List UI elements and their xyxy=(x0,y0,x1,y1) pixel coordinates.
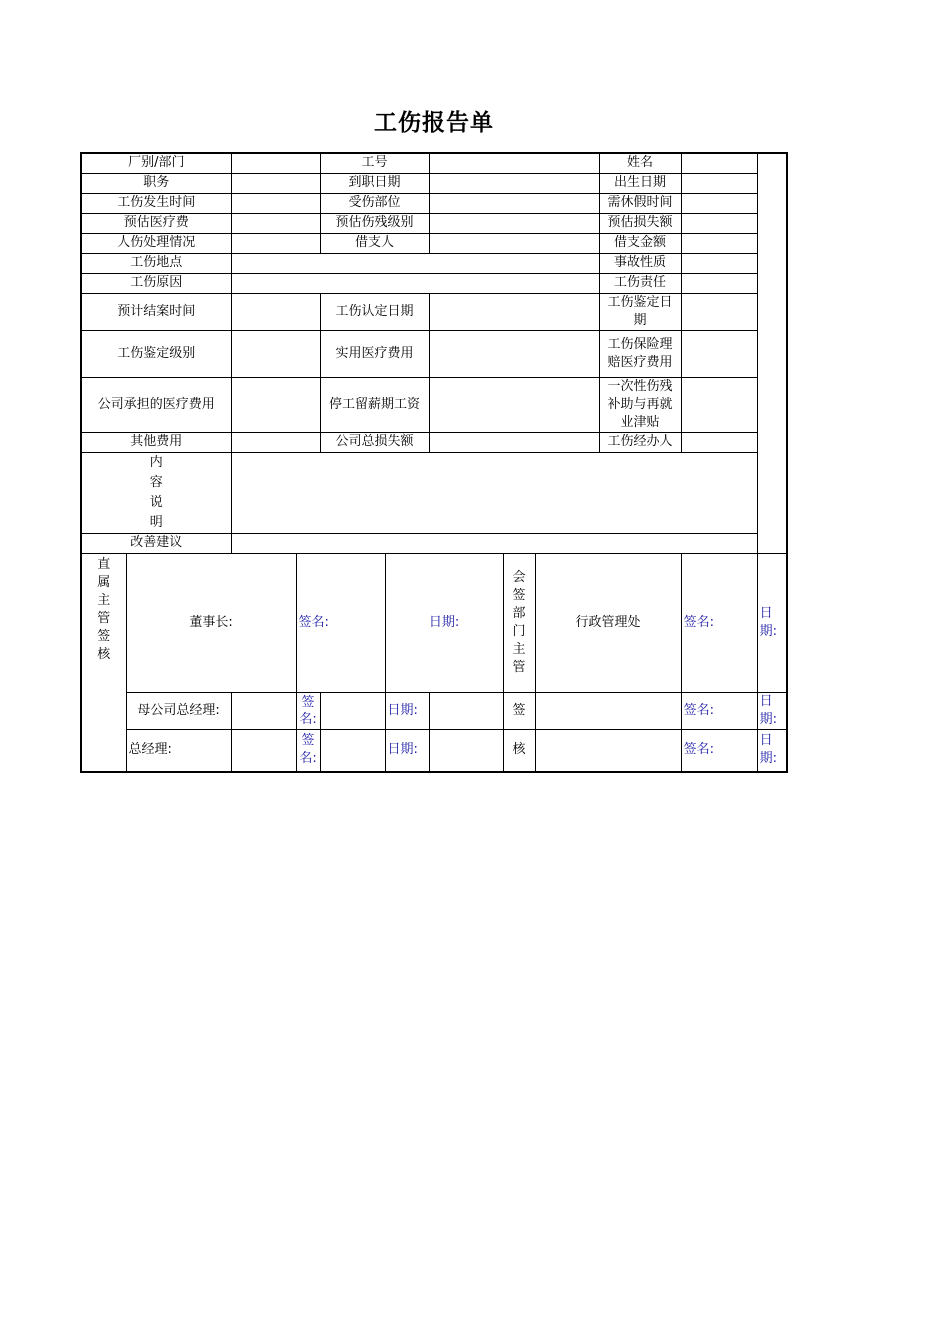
table-row xyxy=(81,553,787,692)
label-disability-subsidy: 一次性伤残补助与再就业津贴 xyxy=(599,377,681,432)
label-other-costs: 其他费用 xyxy=(81,432,231,452)
field-suspension-salary[interactable] xyxy=(429,377,599,432)
countersign-sign-label-2: 签名: xyxy=(681,729,757,772)
label-injury-cause: 工伤原因 xyxy=(81,273,231,293)
page-title: 工伤报告单 xyxy=(374,110,494,136)
field-est-medical-fee[interactable] xyxy=(231,213,320,233)
table-row xyxy=(81,193,787,213)
field-department[interactable] xyxy=(231,153,320,173)
field-insurance-claim-medical[interactable] xyxy=(681,330,757,377)
label-employee-id: 工号 xyxy=(320,153,429,173)
label-admin-office: 行政管理处 xyxy=(535,553,681,692)
field-birth-date[interactable] xyxy=(681,173,757,193)
field-total-loss[interactable] xyxy=(429,432,599,452)
label-suspension-salary: 停工留薪期工资 xyxy=(320,377,429,432)
table-row xyxy=(81,213,787,233)
field-est-loss[interactable] xyxy=(681,213,757,233)
field-injury-responsibility[interactable] xyxy=(681,273,757,293)
parent-gm-sign-label: 签名: xyxy=(296,692,320,729)
countersign-date-label-1: 日期: xyxy=(757,692,787,729)
field-accident-nature[interactable] xyxy=(681,253,757,273)
field-parent-gm-date[interactable] xyxy=(429,692,503,729)
label-loan-amount: 借支金额 xyxy=(599,233,681,253)
field-loan-amount[interactable] xyxy=(681,233,757,253)
field-appraisal-date[interactable] xyxy=(681,293,757,330)
parent-gm-date-label: 日期: xyxy=(385,692,429,729)
table-row xyxy=(81,253,787,273)
table-row xyxy=(81,377,787,432)
label-borrower: 借支人 xyxy=(320,233,429,253)
field-content-description[interactable] xyxy=(231,452,757,533)
label-total-loss: 公司总损失额 xyxy=(320,432,429,452)
field-hire-date[interactable] xyxy=(429,173,599,193)
field-countersign-2[interactable] xyxy=(535,729,681,772)
field-countersign-1[interactable] xyxy=(535,692,681,729)
label-est-closing-time: 预计结案时间 xyxy=(81,293,231,330)
field-injury-time[interactable] xyxy=(231,193,320,213)
field-gm[interactable] xyxy=(231,729,296,772)
admin-date-label: 日期: xyxy=(757,553,787,692)
table-row xyxy=(81,330,787,377)
field-gm-date[interactable] xyxy=(429,729,503,772)
label-appraisal-level: 工伤鉴定级别 xyxy=(81,330,231,377)
label-accident-nature: 事故性质 xyxy=(599,253,681,273)
field-employee-id[interactable] xyxy=(429,153,599,173)
label-est-loss: 预估损失额 xyxy=(599,213,681,233)
field-parent-gm[interactable] xyxy=(231,692,296,729)
table-row xyxy=(81,153,787,173)
field-company-medical-cost[interactable] xyxy=(231,377,320,432)
field-disability-subsidy[interactable] xyxy=(681,377,757,432)
field-parent-gm-sign[interactable] xyxy=(320,692,385,729)
chairman-date-label: 日期: xyxy=(385,553,503,692)
label-injured-part: 受伤部位 xyxy=(320,193,429,213)
label-countersign-review: 核 xyxy=(503,729,535,772)
table-row xyxy=(81,692,787,729)
table-row xyxy=(81,293,787,330)
label-company-medical-cost: 公司承担的医疗费用 xyxy=(81,377,231,432)
field-other-costs[interactable] xyxy=(231,432,320,452)
table-row xyxy=(81,533,787,553)
injury-report-table xyxy=(80,152,788,773)
label-appraisal-date: 工伤鉴定日期 xyxy=(599,293,681,330)
label-est-medical-fee: 预估医疗费 xyxy=(81,213,231,233)
field-handler[interactable] xyxy=(681,432,757,452)
label-content-description: 内 容 说 明 xyxy=(81,452,231,533)
label-handling-status: 人伤处理情况 xyxy=(81,233,231,253)
gm-date-label: 日期: xyxy=(385,729,429,772)
field-est-disability-level[interactable] xyxy=(429,213,599,233)
label-name: 姓名 xyxy=(599,153,681,173)
label-parent-gm: 母公司总经理: xyxy=(126,692,231,729)
chairman-sign-label: 签名: xyxy=(296,553,385,692)
table-row xyxy=(81,729,787,772)
label-leave-time: 需休假时间 xyxy=(599,193,681,213)
label-improvement: 改善建议 xyxy=(81,533,231,553)
countersign-sign-label-1: 签名: xyxy=(681,692,757,729)
label-countersign-dept: 会 签 部 门 主 管 xyxy=(503,553,535,692)
field-improvement[interactable] xyxy=(231,533,757,553)
label-injury-time: 工伤发生时间 xyxy=(81,193,231,213)
label-department: 厂别/部门 xyxy=(81,153,231,173)
field-injury-location[interactable] xyxy=(231,253,599,273)
table-row xyxy=(81,452,787,533)
table-row xyxy=(81,173,787,193)
field-identification-date[interactable] xyxy=(429,293,599,330)
label-est-disability-level: 预估伤残级别 xyxy=(320,213,429,233)
label-birth-date: 出生日期 xyxy=(599,173,681,193)
label-identification-date: 工伤认定日期 xyxy=(320,293,429,330)
label-hire-date: 到职日期 xyxy=(320,173,429,193)
field-injured-part[interactable] xyxy=(429,193,599,213)
label-gm: 总经理: xyxy=(126,729,231,772)
field-leave-time[interactable] xyxy=(681,193,757,213)
countersign-date-label-2: 日期: xyxy=(757,729,787,772)
table-row xyxy=(81,432,787,452)
field-name[interactable] xyxy=(681,153,757,173)
label-injury-location: 工伤地点 xyxy=(81,253,231,273)
label-countersign-sign: 签 xyxy=(503,692,535,729)
label-direct-supervisor-approval: 直 属 主 管 签 核 xyxy=(81,553,126,772)
field-borrower[interactable] xyxy=(429,233,599,253)
label-handler: 工伤经办人 xyxy=(599,432,681,452)
label-actual-medical-cost: 实用医疗费用 xyxy=(320,330,429,377)
admin-sign-label: 签名: xyxy=(681,553,757,692)
field-gm-sign[interactable] xyxy=(320,729,385,772)
label-insurance-claim-medical: 工伤保险理赔医疗费用 xyxy=(599,330,681,377)
gm-sign-label: 签名: xyxy=(296,729,320,772)
field-appraisal-level[interactable] xyxy=(231,330,320,377)
table-row xyxy=(81,273,787,293)
field-handling-status[interactable] xyxy=(231,233,320,253)
label-position: 职务 xyxy=(81,173,231,193)
field-actual-medical-cost[interactable] xyxy=(429,330,599,377)
table-row xyxy=(81,233,787,253)
label-injury-responsibility: 工伤责任 xyxy=(599,273,681,293)
label-chairman: 董事长: xyxy=(126,553,296,692)
field-injury-cause[interactable] xyxy=(231,273,599,293)
field-est-closing-time[interactable] xyxy=(231,293,320,330)
field-position[interactable] xyxy=(231,173,320,193)
